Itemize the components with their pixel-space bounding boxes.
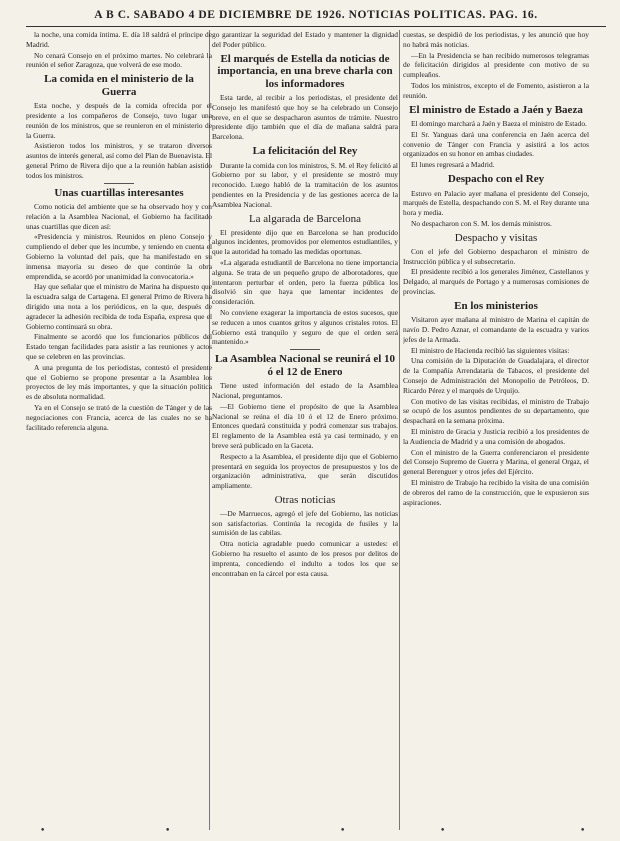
paragraph: Tiene usted información del estado de la Asamblea Nacional, preguntamos. [212,381,398,400]
paragraph: El presidente recibió a los generales Jiménez, Castellanos y Delgado, al marqués de Portago y a numerosas comisiones de provincias. [403,267,589,296]
footer-marks [0,826,620,838]
print-mark: • [440,826,446,836]
headline-asamblea-nacional: La Asamblea Nacional se reunirá el 10 ó el 12 de Enero [214,353,396,378]
column-3 [403,30,589,830]
headline-algarada-barcelona: La algarada de Barcelona [248,212,362,225]
print-mark: • [580,826,586,836]
paragraph: El presidente dijo que en Barcelona se han producido algunos incidentes, promovidos por elementos estudiantiles, y que la autoridad ha tomado las medidas oportunas. [212,227,398,257]
paragraph: Otra noticia agradable puedo comunicar a ustedes: el Gobierno ha resuelto el asunto de los presos por delitos de imprenta, concediendo el indulto a todos los que se encontraban en la cárcel por esta causa. [212,539,398,578]
paragraph: Visitaron ayer mañana al ministro de Marina el capitán de navío D. Pedro Aznar, el comandante de la escuadra y varios jefes de la Armada. [403,315,589,344]
paragraph: Con motivo de las visitas recibidas, el ministro de Trabajo se ocupó de los asuntos pendientes de su departamento, que despachará en la semana próxima. [403,396,589,426]
paragraph: Durante la comida con los ministros, S. M. el Rey felicitó al Gobierno por su labor, y el presidente se mostró muy reconocido. Luego habló de la tramitación de los asuntos pendientes en la Presidencia y de las gestiones acerca de la Asamblea Nacional. [212,160,398,209]
paragraph: Finalmente se acordó que los funcionarios públicos del Estado tengan facilidades para asistir a las reuniones y actos que se celebren en las provincias. [26,332,212,362]
print-mark: • [165,826,171,836]
headline-despacho-visitas: Despacho y visitas [454,231,538,244]
paragraph: El domingo marchará a Jaén y Baeza el ministro de Estado. [411,119,587,129]
print-mark: • [340,826,346,836]
column-divider [399,30,400,830]
headline-marques-estella: El marqués de Estella da noticias de importancia, en una breve charla con los informadores [217,52,393,90]
divider-rule [290,349,320,350]
paragraph: Ya en el Consejo se trató de la cuestión de Tánger y de las negociaciones con Francia, acerca de las cuales no se ha facilitado referencia alguna. [26,403,212,432]
paragraph: —De Marruecos, agregó el jefe del Gobierno, las noticias son satisfactorias. Continúa la recogida de fusiles y la sumisión de las cabilas. [212,508,398,538]
headline-despacho-rey: Despacho con el Rey [447,173,545,186]
paragraph: No despacharon con S. M. los demás ministros. [411,218,552,228]
paragraph: Respecto a la Asamblea, el presidente dijo que el Gobierno presentará en seguida los proyectos de presupuestos y los de organización administrativa, que serán discutidos ampliamente. [212,451,398,491]
paragraph: Como noticia del ambiente que se ha observado hoy y con relación a la Asamblea Nacional, el Gobierno ha facilitado unas cuartillas que dicen así: [26,202,212,231]
paragraph: El ministro de Hacienda recibió las siguientes visitas: [411,345,570,355]
paragraph: No cenará Consejo en el próximo martes. No celebrará la reunión el señor Zaragoza, que volverá de ese modo. [26,50,212,70]
paragraph: Esta tarde, al recibir a los periodistas, el presidente del Consejo les manifestó que hoy se ha celebrado un Consejo breve, en el que se despacharon asuntos de trámite. Nuestro presidente dijo también que el día de mañana saldrá para Barcelona. [212,93,398,142]
headline-ministro-estado: El ministro de Estado a Jaén y Baeza [409,103,583,116]
paragraph: El ministro de Gracia y Justicia recibió a los presidentes de la Audiencia de Madrid y a una comisión de abogados. [403,427,589,446]
headline-cuartillas: Unas cuartillas interesantes [54,186,184,199]
paragraph: Con el jefe del Gobierno despacharon el ministro de Instrucción pública y el subsecretario. [403,246,589,266]
paragraph: Asistieron todos los ministros, y se trataron diversos asuntos de interés general, así como del Plan de Buenavista. El general Primo de Rivera dijo que a la reunión habían asistido todos los ministros. [26,141,212,180]
paragraph: —En la Presidencia se han recibido numerosos telegramas de felicitación dirigidos al presidente con motivo de su cumpleaños. [403,50,589,80]
paragraph: —El Gobierno tiene el propósito de que la Asamblea Nacional se reúna el día 10 ó el 12 de Enero próximo. Entonces quedará constituida y podrá comenzar sus trabajos. El reglamento de la Asamblea está ya casi terminado, y en breve será publicado en la Gaceta. [212,401,398,450]
paragraph: No conviene exagerar la importancia de estos sucesos, que se reducen a unos cuantos gritos y algunos cristales rotos. El Gobierno está tranquilo y seguro de que el orden será mantenido.» [212,307,398,347]
headline-ministerios: En los ministerios [454,299,538,312]
headline-felicitacion-rey: La felicitación del Rey [252,145,358,158]
paragraph: Esta noche, y después de la comida ofrecida por el presidente a los compañeros de Consejo, tuvo lugar una reunión de los ministros, que se reunieron en el ministerio de la Guerra. [26,101,212,140]
paragraph: A una pregunta de los periodistas, contestó el presidente que el Gobierno se propone presentar a la Asamblea los proyectos de ley más importantes, y que la situación política es de absoluta normalidad. [26,362,212,402]
headline-comida-guerra: La comida en el ministerio de la Guerra [44,73,194,98]
column-1 [26,30,212,830]
paragraph: El Sr. Yanguas dará una conferencia en Jaén acerca del convenio de Tánger con Francia y asistirá a los actos organizados en su honor en ambas ciudades. [403,129,589,159]
paragraph: Hay que señalar que el ministro de Marina ha dispuesto que la escuadra salga de Cartagena. El general Primo de Rivera ha dirigido una nota a los periódicos, en la que, después de agradecer la adhesión recibida de toda España, expresa que el Gobierno continuará su obra. [26,282,212,331]
paragraph: El lunes regresará a Madrid. [411,160,495,170]
column-2 [212,30,398,830]
headline-otras-noticias: Otras noticias [274,493,336,506]
paragraph: «La algarada estudiantil de Barcelona no tiene importancia alguna. Se trata de un pequeño grupo de alborotadores, que intentaron perturbar el orden, pero la fuerza pública los disolvió sin que haya que lamentar incidentes de consideración. [212,257,398,307]
divider-rule [104,183,134,184]
print-mark: • [40,826,46,836]
paragraph: Con el ministro de la Guerra conferenciaron el presidente del Consejo Supremo de Guerra y Marina, el general Orgaz, el general Berenguer y otros jefes del Ejército. [403,447,589,477]
paragraph: «Presidencia y ministros. Reunidos en pleno Consejo y cumpliendo el deber que les incumbe, y teniendo en cuenta el Gobierno la voluntad del país, que ha manifestado en su inmensa mayoría su deseo de que continúe la obra emprendida, se acordó por unanimidad la convocatoria.» [26,232,212,281]
paragraph: Todos los ministros, excepto el de Fomento, asistieron a la reunión. [403,80,589,100]
paragraph: Una comisión de la Diputación de Guadalajara, el director de la Compañía Arrendataria de Tabacos, el presidente del Consejo de Administración del Monopolio de Petróleos, D. Ricardo Pérez y el marqués de Urquijo. [403,356,589,395]
page-header: A B C. SABADO 4 DE DICIEMBRE DE 1926. NOTICIAS POLITICAS. PAG. 16. [26,6,606,27]
paragraph: go garantizar la seguridad del Estado y mantener la dignidad del Poder público. [212,30,398,49]
paragraph: cuestas, se despidió de los periodistas, y les anunció que hoy no habrá más noticias. [403,30,589,49]
paragraph: El ministro de Trabajo ha recibido la visita de una comisión de obreros del ramo de la construcción, que le expusieron sus aspiraciones. [403,477,589,507]
paragraph: Estuvo en Palacio ayer mañana el presidente del Consejo, marqués de Estella, despachando con S. M. el Rey durante una hora y media. [403,188,589,218]
paragraph: la noche, una comida íntima. E. día 18 saldrá el príncipe de Madrid. [26,30,212,49]
